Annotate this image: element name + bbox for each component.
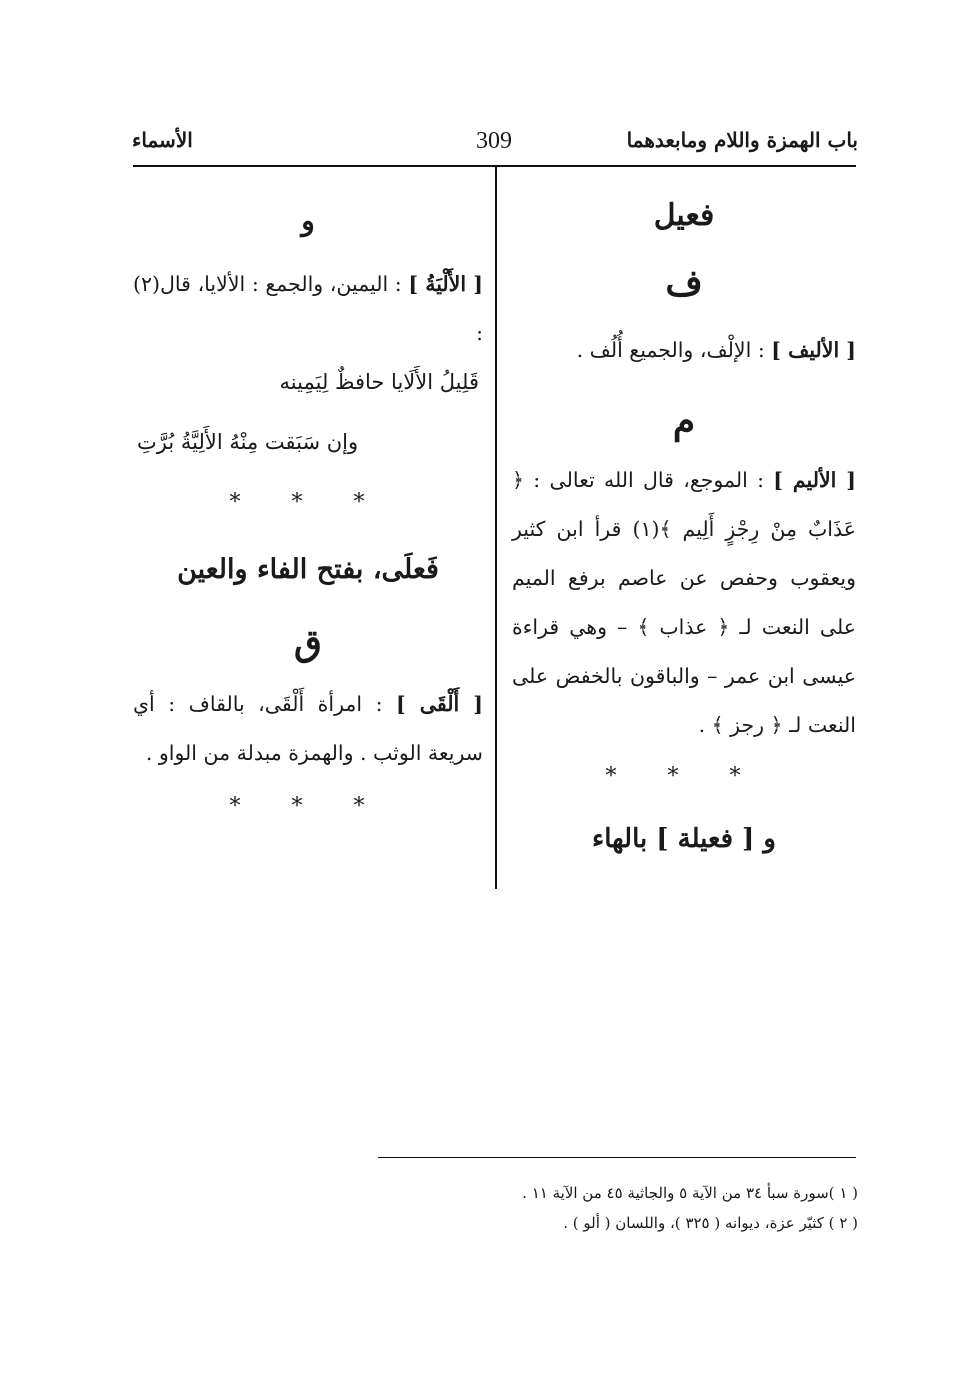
left-column (133, 190, 483, 830)
section-divider-stars: * * * (605, 764, 763, 789)
running-header-left: الأسماء (132, 128, 193, 152)
section-divider-stars: * * * (229, 490, 387, 515)
entry-alqa (133, 680, 483, 778)
entry-keyword: [ الأَلْيَةُ ] (408, 272, 484, 296)
letter-heading-mim: م (672, 400, 696, 442)
page-number: 309 (476, 128, 512, 154)
section-heading-falla: فَعلَى، بفتح الفاء والعين (177, 554, 439, 585)
verse-line-1: قَلِيلُ الأَلَايا حافظٌ لِيَمِينه (279, 370, 479, 394)
footnote-rule (378, 1157, 856, 1158)
letter-heading-waw: و (301, 204, 315, 237)
entry-text: : الموجع، قال الله تعالى : ﴿ عَذَابٌ مِنْ رِجْزٍ أَلِيم ﴾(١) قرأ ابن كثير ويعقوب وحفص عن عاصم برفع الميم على النعت لـ ﴿ عذاب ﴾ – وهي قراءة عيسى ابن عمر – والباقون بالخفض على النعت لـ ﴿ رجز ﴾ . (512, 468, 856, 737)
letter-heading-qaf: ق (294, 622, 322, 664)
entry-text: : الإلْف، والجميع أُلُف . (576, 338, 765, 362)
entry-text: : امرأة أَلْقَى، بالقاف : أي سريعة الوثب . والهمزة مبدلة من الواو . (133, 692, 483, 765)
running-header-right: باب الهمزة واللام ومابعدهما (626, 128, 858, 152)
subsection-heading: و [ فعيلة ] بالهاء (592, 824, 776, 854)
entry-keyword: [ الأليف ] (771, 338, 856, 362)
entry-alim (512, 456, 856, 750)
entry-text: : اليمين، والجمع : الألايا، قال(٢) : (133, 272, 483, 345)
right-column (512, 190, 856, 870)
section-divider-stars: * * * (229, 794, 387, 819)
entry-aliya (133, 260, 483, 358)
footnote-2: ( ٢ ) كثيّر عزة، ديوانه ( ٣٢٥ )، واللسان ( ألو ) . (563, 1214, 858, 1232)
entry-keyword: [ أَلْقَى ] (395, 692, 483, 716)
letter-heading-fa: ف (665, 262, 703, 304)
entry-alif (512, 326, 856, 375)
column-divider (495, 167, 497, 889)
verse-line-2: وإن سَبَقت مِنْهُ الأَلِيَّةُ بُرَّتِ (137, 430, 359, 454)
section-heading: فعيل (653, 198, 715, 233)
footnote-1: ( ١ )سورة سبأ ٣٤ من الآية ٥ والجاثية ٤٥ من الآية ١١ . (522, 1184, 858, 1202)
entry-keyword: [ الأليم ] (773, 468, 856, 492)
